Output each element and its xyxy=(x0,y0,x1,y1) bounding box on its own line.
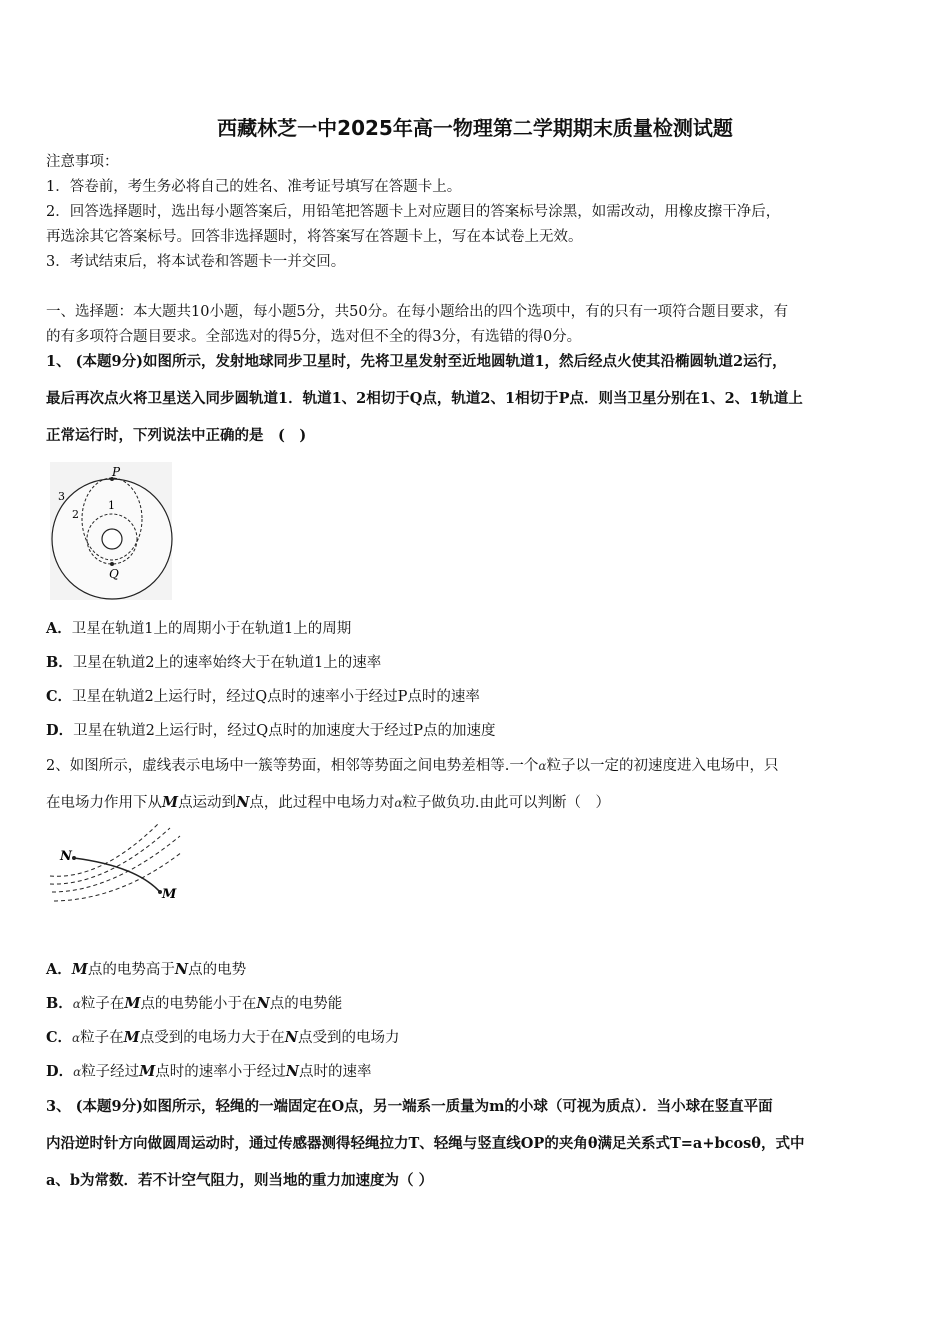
point-n-dot xyxy=(72,856,76,860)
option-text: 卫星在轨道2上运行时，经过Q点时的速率小于经过P点时的速率 xyxy=(72,689,480,705)
q2-option-a[interactable] xyxy=(46,960,246,980)
q3-stem: 3、 (本题9分)如图所示，轻绳的一端固定在O点，另一端系一质量为m的小球（可视为质点）．当小球在竖直平面 xyxy=(46,1098,773,1115)
n-symbol: N xyxy=(284,1029,298,1046)
option-text: 卫星在轨道1上的周期小于在轨道1上的周期 xyxy=(71,621,352,637)
label-p: P xyxy=(112,465,121,479)
orbit-figure xyxy=(46,458,176,603)
option-text: 点的电势 xyxy=(188,962,247,978)
section-intro: 的有多项符合题目要求。全部选对的得5分，选对但不全的得3分，有选错的得0分。 xyxy=(46,329,582,345)
label-3: 3 xyxy=(58,490,65,503)
m-symbol: M xyxy=(123,1029,140,1046)
option-letter: B． xyxy=(46,654,73,671)
option-text: 粒子经过 xyxy=(81,1064,140,1080)
option-text: 卫星在轨道2上的速率始终大于在轨道1上的速率 xyxy=(72,655,382,671)
n-symbol: N xyxy=(285,1063,300,1080)
q2-stem-part: 在电场力作用下从 xyxy=(46,795,162,811)
option-text: 点时的速率小于经过 xyxy=(155,1064,286,1080)
q2-stem xyxy=(46,756,906,776)
label-q: Q xyxy=(109,567,119,581)
q1-option-b[interactable] xyxy=(46,653,381,673)
n-symbol: N xyxy=(174,961,189,978)
q2-stem-part: 粒子做负功.由此可以判断（ ） xyxy=(402,795,611,811)
option-letter: B． xyxy=(46,995,73,1012)
earth-circle xyxy=(102,529,122,549)
label-n: N xyxy=(60,849,72,864)
alpha-symbol: α xyxy=(72,1031,81,1045)
n-symbol: N xyxy=(256,995,270,1012)
q2-stem-part: 点运动到 xyxy=(178,795,237,811)
field-figure xyxy=(46,822,186,907)
label-1: 1 xyxy=(108,499,115,512)
alpha-symbol: α xyxy=(72,997,81,1011)
option-letter: C． xyxy=(46,1029,73,1046)
equipotential-line xyxy=(52,836,180,892)
option-letter: D． xyxy=(46,722,74,739)
n-symbol: N xyxy=(236,794,250,811)
q2-option-b[interactable] xyxy=(46,994,342,1014)
q1-stem: 1、 (本题9分)如图所示，发射地球同步卫星时，先将卫星发射至近地圆轨道1，然后经点火使其沿椭圆轨道2运行， xyxy=(46,353,787,370)
q1-option-c[interactable] xyxy=(46,687,480,707)
q2-option-d[interactable] xyxy=(46,1062,372,1082)
alpha-symbol: α xyxy=(73,1065,82,1079)
point-q-dot xyxy=(110,562,114,566)
option-letter: D． xyxy=(46,1063,74,1080)
q3-stem: a、b为常数．若不计空气阻力，则当地的重力加速度为（ ） xyxy=(46,1172,434,1189)
q2-stem-part: 2、如图所示，虚线表示电场中一簇等势面，相邻等势面之间电势差相等.一个 xyxy=(46,758,539,774)
q1-option-d[interactable] xyxy=(46,721,495,741)
notice-item: 1．答卷前，考生务必将自己的姓名、准考证号填写在答题卡上。 xyxy=(46,179,462,195)
q2-stem xyxy=(46,793,906,813)
notice-item: 2．回答选择题时，选出每小题答案后，用铅笔把答题卡上对应题目的答案标号涂黑，如需改动，用橡皮擦干净后， xyxy=(46,204,781,220)
q2-stem-part: 点，此过程中电场力对 xyxy=(249,795,395,811)
notice-heading: 注意事项： xyxy=(46,154,119,170)
option-text: 点受到的电场力大于在 xyxy=(139,1030,285,1046)
q1-option-a[interactable] xyxy=(46,619,351,639)
m-symbol: M xyxy=(162,794,179,811)
option-letter: A． xyxy=(46,961,72,978)
option-letter: A． xyxy=(46,620,72,637)
q1-stem: 最后再次点火将卫星送入同步圆轨道1．轨道1、2相切于Q点，轨道2、1相切于P点．则当卫星分别在1、2、1轨道上 xyxy=(46,390,803,407)
option-text: 卫星在轨道2上运行时，经过Q点时的加速度大于经过P点的加速度 xyxy=(73,723,496,739)
m-symbol: M xyxy=(139,1063,156,1080)
option-text: 粒子在 xyxy=(80,1030,124,1046)
m-symbol: M xyxy=(71,961,88,978)
option-text: 点受到的电场力 xyxy=(297,1030,400,1046)
section-intro: 一、选择题：本大题共10小题，每小题5分，共50分。在每小题给出的四个选项中，有的只有一项符合题目要求，有 xyxy=(46,304,789,320)
q1-stem: 正常运行时，下列说法中正确的是 ( ) xyxy=(46,427,307,444)
option-text: 点的电势能 xyxy=(269,996,343,1012)
option-letter: C． xyxy=(46,688,73,705)
alpha-symbol: α xyxy=(394,796,403,810)
option-text: 点时的速率 xyxy=(299,1064,372,1080)
page-title: 西藏林芝一中2025年高一物理第二学期期末质量检测试题 xyxy=(217,116,733,140)
particle-trajectory xyxy=(74,858,160,892)
label-2: 2 xyxy=(72,508,79,521)
q2-stem-part: 粒子以一定的初速度进入电场中，只 xyxy=(546,758,779,774)
m-symbol: M xyxy=(124,995,141,1012)
option-text: 粒子在 xyxy=(80,996,125,1012)
option-text: 点的电势高于 xyxy=(87,962,175,978)
q2-option-c[interactable] xyxy=(46,1028,399,1048)
notice-item: 再选涂其它答案标号。回答非选择题时，将答案写在答题卡上，写在本试卷上无效。 xyxy=(46,229,583,245)
label-m: M xyxy=(162,887,177,902)
alpha-symbol: α xyxy=(538,759,547,773)
q3-stem: 内沿逆时针方向做圆周运动时，通过传感器测得轻绳拉力T、轻绳与竖直线OP的夹角θ满足关系式T=a+bcosθ，式中 xyxy=(46,1135,805,1152)
option-text: 点的电势能小于在 xyxy=(140,996,257,1012)
notice-item: 3．考试结束后，将本试卷和答题卡一并交回。 xyxy=(46,254,346,270)
